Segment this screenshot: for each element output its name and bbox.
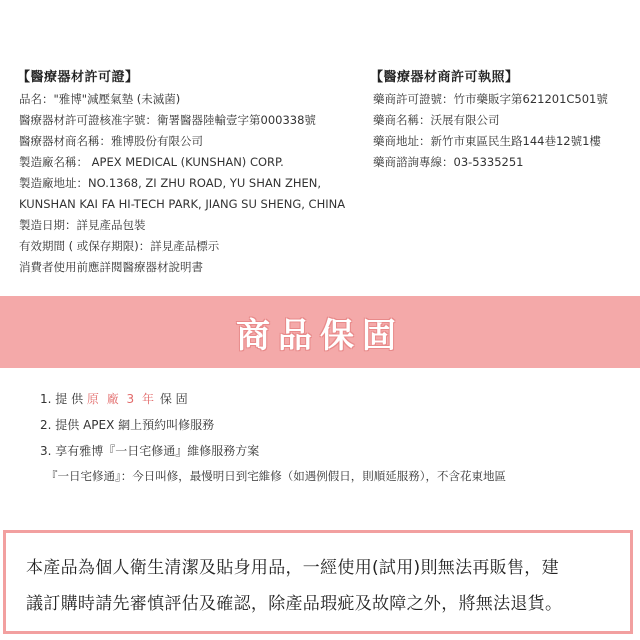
license-details: [373, 89, 608, 173]
license-line: 藥商諮詢專線：03-5335251: [373, 155, 524, 169]
cert-line: 有效期間 ( 或保存期限)：詳見產品標示: [19, 239, 220, 253]
license-line: 藥商地址：新竹市東區民生路144巷12號1樓: [373, 134, 601, 148]
cert-details: [19, 89, 345, 278]
warranty-highlight: 原 廠 3 年: [86, 392, 156, 406]
warranty-item-1-suffix: 保 固: [156, 392, 188, 406]
notice-line-1: 本產品為個人衛生清潔及貼身用品，一經使用(試用)則無法再販售，建: [26, 558, 559, 578]
warranty-item-2: 2. 提供 APEX 網上預約叫修服務: [40, 418, 215, 432]
warranty-item-3: 3. 享有雅博『一日宅修通』維修服務方案: [40, 444, 260, 458]
license-line: 藥商許可證號：竹市藥販字第621201C501號: [373, 92, 608, 106]
warranty-item-1-prefix: 1. 提 供: [40, 392, 87, 406]
cert-section-title: 【醫療器材許可證】: [17, 70, 139, 85]
warranty-banner: [0, 296, 640, 368]
cert-line: 製造日期：詳見產品包裝: [19, 218, 146, 232]
cert-line: 製造廠地址：NO.1368, ZI ZHU ROAD, YU SHAN ZHEN,: [19, 176, 322, 190]
cert-line: 醫療器材許可證核准字號：衛署醫器陸輸壹字第000338號: [19, 113, 316, 127]
cert-line: 製造廠名稱： APEX MEDICAL (KUNSHAN) CORP.: [19, 155, 284, 169]
warranty-title: 商品保固: [236, 315, 404, 356]
cert-line: 品名："雅博"減壓氣墊 (未滅菌): [19, 92, 181, 106]
warranty-item-1: [40, 386, 259, 412]
warranty-note: 『一日宅修通』：今日叫修，最慢明日到宅維修（如遇例假日，則順延服務），不含花東地區: [46, 469, 506, 483]
return-policy-notice: [3, 530, 633, 634]
cert-line: 消費者使用前應詳閱醫療器材說明書: [19, 260, 203, 274]
notice-line-2: 議訂購時請先審慎評估及確認，除產品瑕疵及故障之外，將無法退貨。: [26, 594, 563, 614]
license-line: 藥商名稱：沃展有限公司: [373, 113, 500, 127]
warranty-list: [40, 386, 259, 464]
cert-line: KUNSHAN KAI FA HI-TECH PARK, JIANG SU SHENG, CHINA: [19, 197, 346, 211]
cert-line: 醫療器材商名稱：雅博股份有限公司: [19, 134, 203, 148]
license-section-title: 【醫療器材商許可執照】: [370, 70, 519, 85]
